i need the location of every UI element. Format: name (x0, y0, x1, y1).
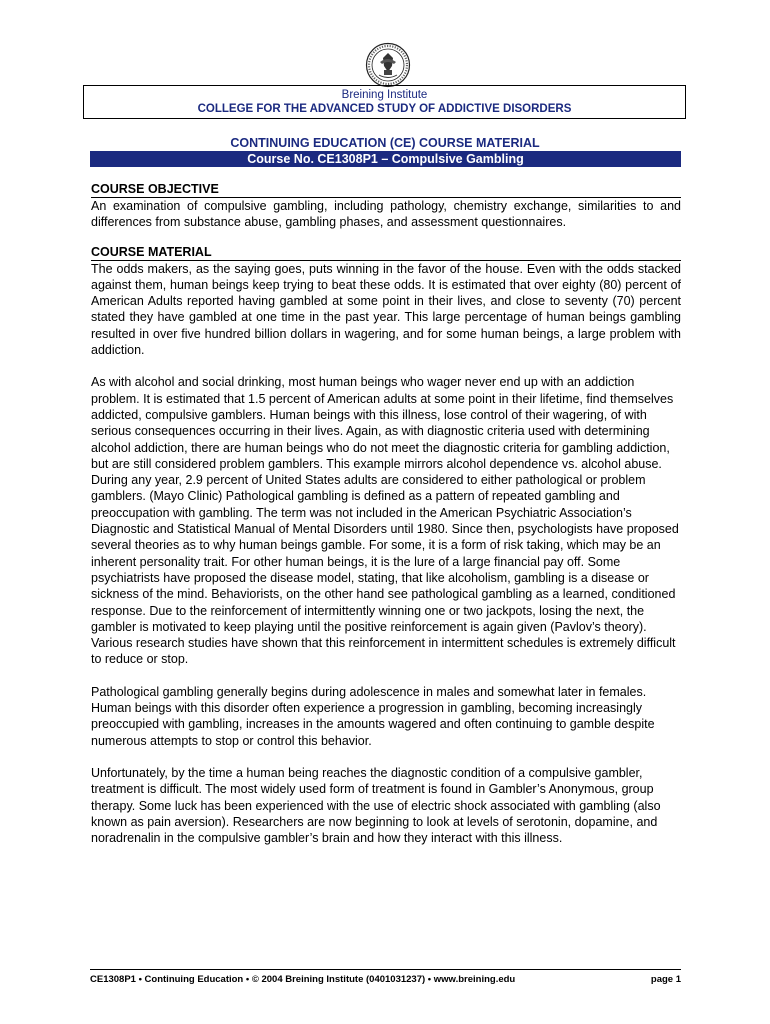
material-heading: COURSE MATERIAL (91, 245, 681, 261)
footer-info: CE1308P1 • Continuing Education • © 2004 Breining Institute (0401031237) • www.breining.edu (90, 974, 516, 985)
page-footer (90, 969, 681, 985)
material-paragraph-1: The odds makers, as the saying goes, puts winning in the favor of the house. Even with the odds stacked against them, human beings keep trying to beat these odds. It is estimated that over eighty (80) percent of American Adults reported having gambled at some point in their lives, and close to seventy (70) percent stated they have gambled at one time in the past year. This large percentage of human beings gambling resulted in over five hundred billion dollars in wagering, and for some human beings, a large problem with addiction. (91, 261, 681, 358)
objective-heading: COURSE OBJECTIVE (91, 182, 681, 198)
document-title: CONTINUING EDUCATION (CE) COURSE MATERIAL (230, 136, 540, 150)
document-body (91, 182, 681, 846)
material-paragraph-3: Pathological gambling generally begins during adolescence in males and somewhat later in females. Human beings with this disorder often experience a progression in gambling, becoming increasingly preoccupied with gambling, increases in the amounts wagered and often continuing to gamble despite numerous attempts to stop or control this behavior. (91, 684, 655, 748)
institute-seal-logo (365, 42, 411, 88)
material-paragraph-2: As with alcohol and social drinking, most human beings who wager never end up with an addiction problem. It is estimated that 1.5 percent of American adults at some point in their lifetime, find themselves addicted, compulsive gamblers. Human beings with this illness, lose control of their wagering, of with serious consequences occurring in their lives. Again, as with diagnostic criteria used with determining alcohol addiction, there are human beings who do not meet the diagnostic criteria for gambling addiction, but are still considered problem gamblers. This example mirrors alcohol dependence vs. alcohol abuse. During any year, 2.9 percent of United States adults are considered to either pathological or problem gamblers. (Mayo Clinic) Pathological gambling is defined as a pattern of repeated gambling and preoccupation with gambling. The term was not included in the American Psychiatric Association’s Diagnostic and Statistical Manual of Mental Disorders until 1980. Since then, psychologists have proposed several theories as to why human beings gamble. For some, it is a form of risk taking, which may be an inherent personality trait. For other human beings, it is the lure of a large financial pay off. Some psychiatrists have proposed the disease model, stating, that like alcoholism, gambling is a disease or sickness of the mind. Behaviorists, on the other hand see pathological gambling as a learned, conditioned response. Due to the reinforcement of intermittently winning one or two jackpots, losing the next, the gambler is motivated to keep playing until the positive reinforcement is again given (Pavlov’s theory). Various research studies have shown that this reinforcement in intermittent schedules is extremely difficult to reduce or stop. (91, 375, 679, 667)
institute-header-box (83, 85, 686, 119)
page-number: page 1 (650, 974, 681, 985)
institute-name: Breining Institute (341, 89, 428, 101)
material-paragraph-4: Unfortunately, by the time a human being reaches the diagnostic condition of a compulsive gambler, treatment is difficult. The most widely used form of treatment is found in Gambler’s Anonymous, group therapy. Some luck has been experienced with the use of electric shock associated with gambling (also known as pain aversion). Researchers are now beginning to look at levels of serotonin, dopamine, and noradrenalin in the compulsive gambler’s brain and how they interact with this illness. (91, 765, 661, 846)
objective-text: An examination of compulsive gambling, including pathology, chemistry exchange, similarities to and differences from substance abuse, gambling phases, and assessment questionnaires. (91, 199, 681, 230)
college-name: COLLEGE FOR THE ADVANCED STUDY OF ADDICTIVE DISORDERS (197, 103, 572, 115)
course-number-bar: Course No. CE1308P1 – Compulsive Gambling (90, 151, 681, 167)
